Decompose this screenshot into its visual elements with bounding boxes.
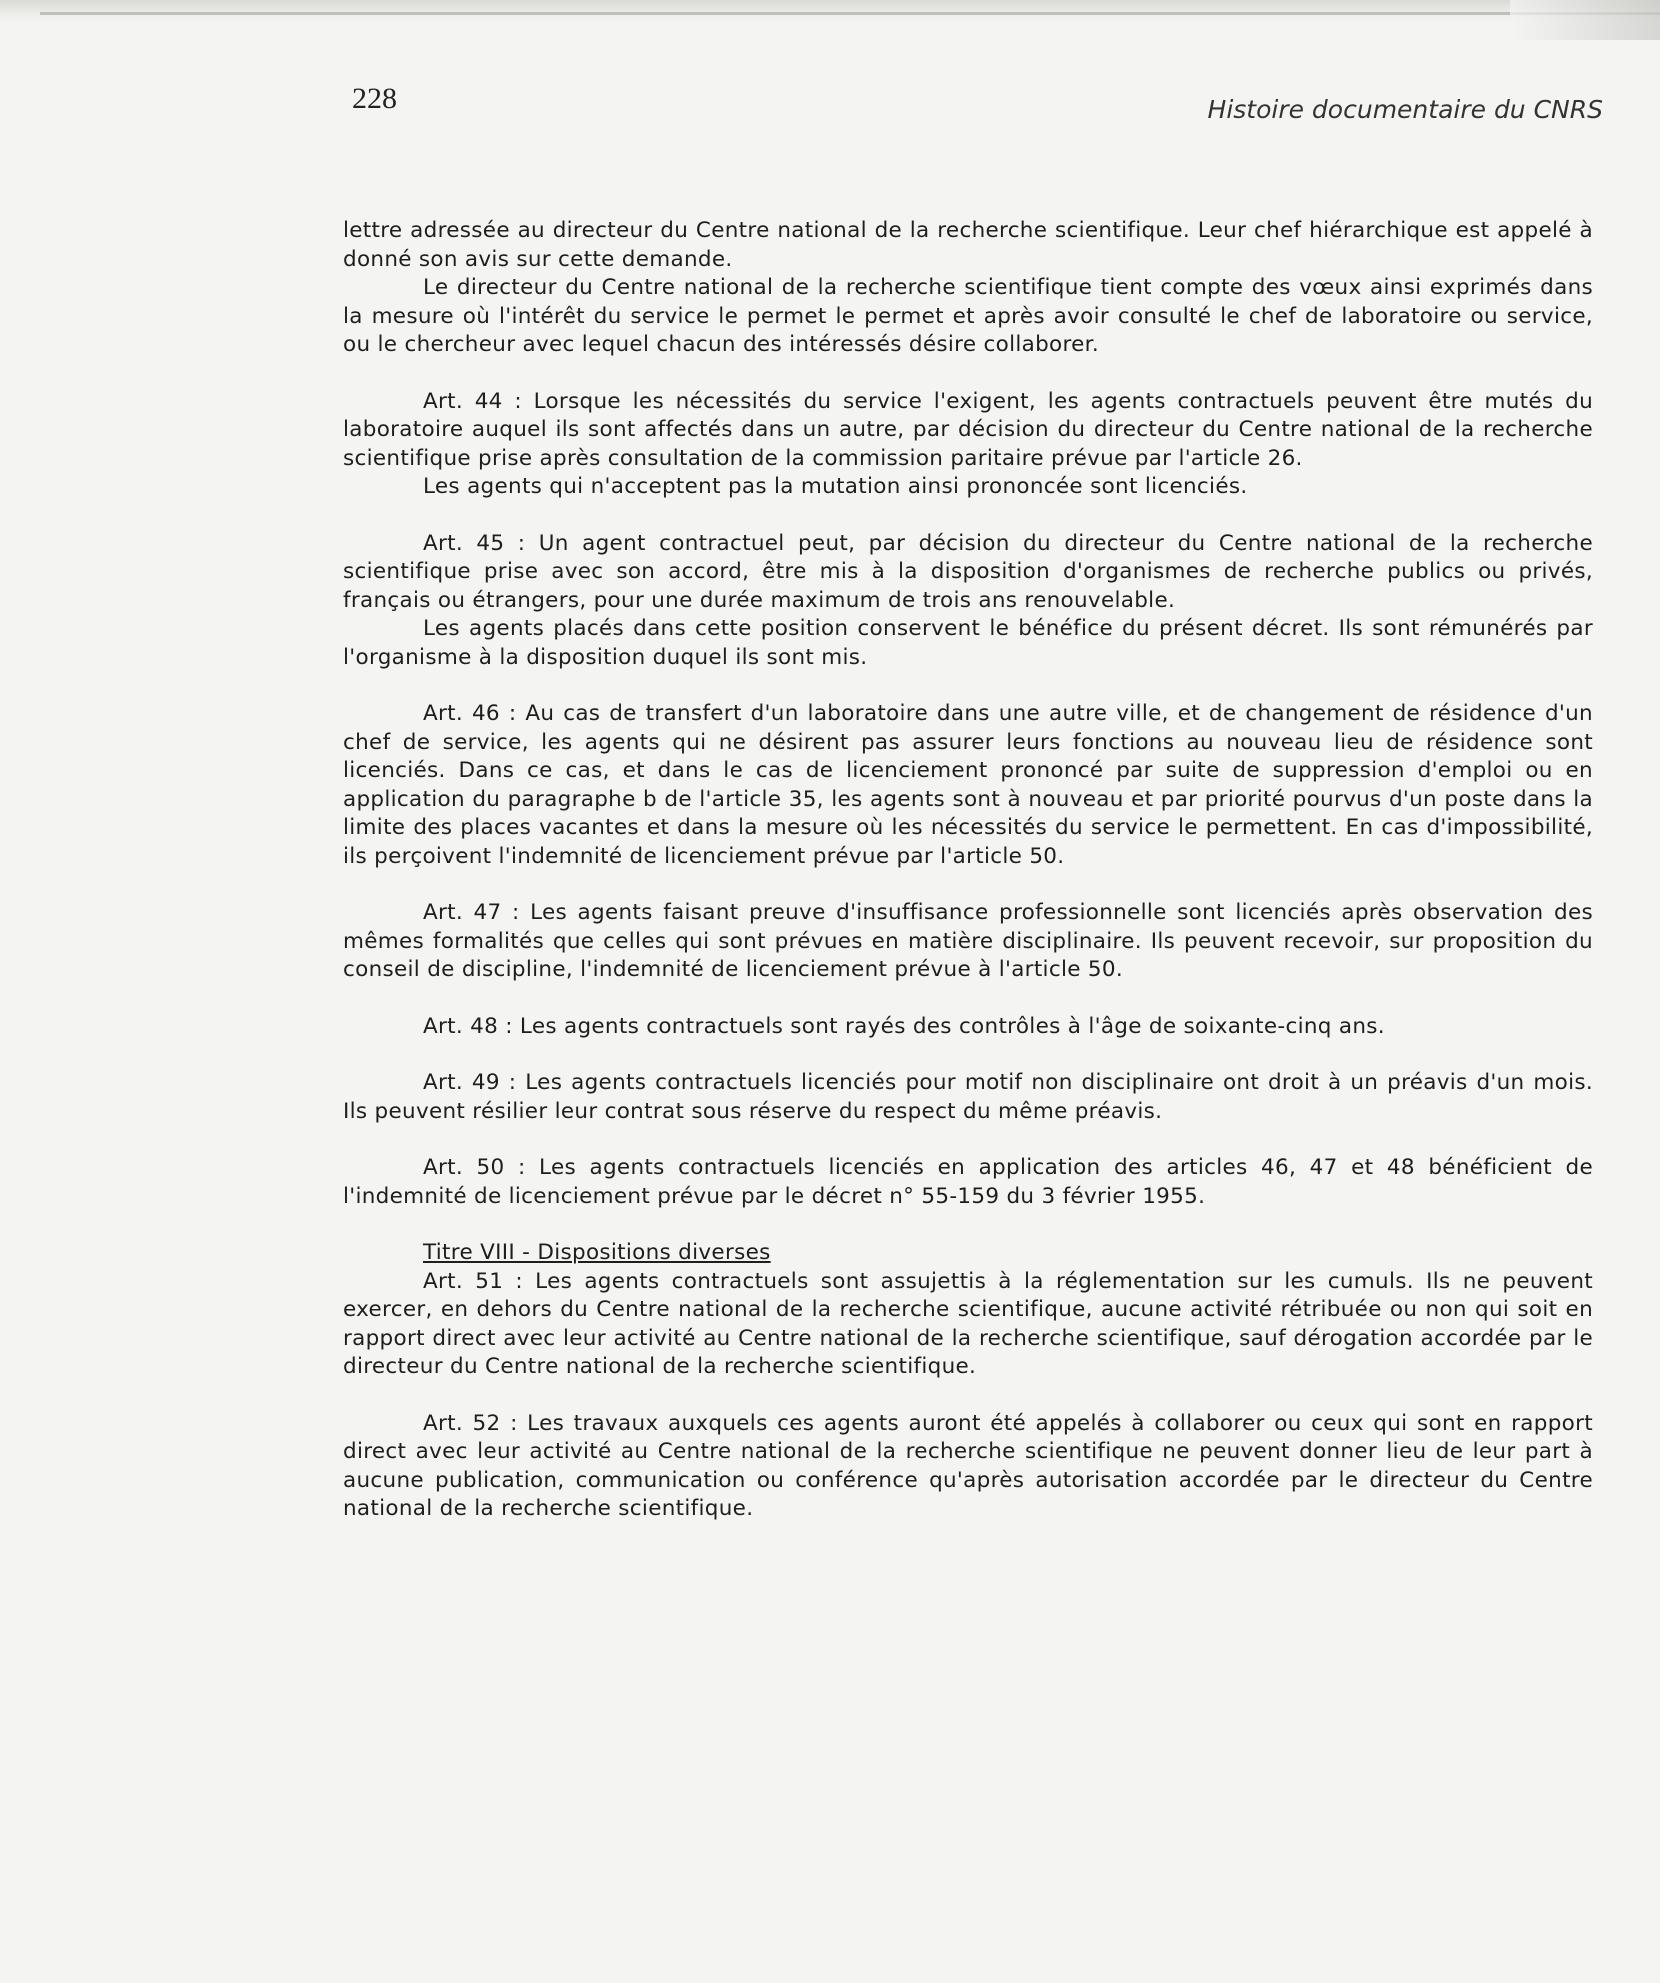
article-47: Art. 47 : Les agents faisant preuve d'insuffisance professionnelle sont licenciés après observation des mêmes formalités que celles qui sont prévues en matière disciplinaire. Ils peuvent recevoir, sur proposition du conseil de discipline, l'indemnité de licenciement prévue à l'article 50.: [343, 900, 1593, 982]
paragraph: Les agents qui n'acceptent pas la mutation ainsi prononcée sont licenciés.: [423, 474, 1248, 499]
paragraph: Les agents placés dans cette position conservent le bénéfice du présent décret. Ils sont rémunérés par l'organisme à la disposition duquel ils sont mis.: [343, 616, 1593, 670]
page-number: 228: [352, 82, 397, 115]
article-45: Art. 45 : Un agent contractuel peut, par décision du directeur du Centre national de la recherche scientifique prise avec son accord, être mis à la disposition d'organismes de recherche publics ou privés, français ou étrangers, pour une durée maximum de trois ans renouvelable.: [343, 530, 1593, 613]
article-51: Art. 51 : Les agents contractuels sont assujettis à la réglementation sur les cumuls. Ils ne peuvent exercer, en dehors du Centre national de la recherche scientifique, aucune activité rétribuée ou non qui soit en rapport direct avec leur activité au Centre national de la recherche scientifique, sauf dérogation accordée par le directeur du Centre national de la recherche scientifique.: [343, 1268, 1593, 1379]
scan-edge-line: [40, 12, 1660, 15]
article-48: Art. 48 : Les agents contractuels sont rayés des contrôles à l'âge de soixante-cinq ans.: [423, 1013, 1385, 1039]
paragraph: Le directeur du Centre national de la recherche scientifique tient compte des vœux ainsi exprimés dans la mesure où l'intérêt du service le permet le permet et après avoir consulté le chef de laboratoire ou service, ou le chercheur avec lequel chacun des intéressés désire collaborer.: [343, 275, 1593, 357]
article-50: Art. 50 : Les agents contractuels licenciés en application des articles 46, 47 et 48 bénéficient de l'indemnité de licenciement prévue par le décret n° 55-159 du 3 février 1955.: [343, 1155, 1593, 1209]
body-text: [343, 217, 1593, 1524]
article-52: Art. 52 : Les travaux auxquels ces agents auront été appelés à collaborer ou ceux qui sont en rapport direct avec leur activité au Centre national de la recherche scientifique ne peuvent donner lieu de leur part à aucune publication, communication ou conférence qu'après autorisation accordée par le directeur du Centre national de la recherche scientifique.: [343, 1410, 1593, 1521]
scan-corner-shadow: [1510, 0, 1660, 40]
article-44: Art. 44 : Lorsque les nécessités du service l'exigent, les agents contractuels peuvent être mutés du laboratoire auquel ils sont affectés dans un autre, par décision du directeur du Centre national de la recherche scientifique prise après consultation de la commission paritaire prévue par l'article 26.: [343, 388, 1593, 471]
paragraph: lettre adressée au directeur du Centre national de la recherche scientifique. Leur chef hiérarchique est appelé à donné son avis sur cette demande.: [343, 218, 1593, 272]
section-title: Titre VIII - Dispositions diverses: [423, 1240, 771, 1265]
running-head: Histoire documentaire du CNRS: [1207, 95, 1603, 124]
article-49: Art. 49 : Les agents contractuels licenciés pour motif non disciplinaire ont droit à un préavis d'un mois. Ils peuvent résilier leur contrat sous réserve du respect du même préavis.: [343, 1070, 1593, 1124]
scan-top-edge: [0, 0, 1660, 22]
article-46: Art. 46 : Au cas de transfert d'un laboratoire dans une autre ville, et de changement de résidence d'un chef de service, les agents qui ne désirent pas assurer leurs fonctions au nouveau lieu de résidence sont licenciés. Dans ce cas, et dans le cas de licenciement prononcé par suite de suppression d'emploi ou en application du paragraphe b de l'article 35, les agents sont à nouveau et par priorité pourvus d'un poste dans la limite des places vacantes et dans la mesure où les nécessités du service le permettent. En cas d'impossibilité, ils perçoivent l'indemnité de licenciement prévue par l'article 50.: [343, 701, 1593, 869]
